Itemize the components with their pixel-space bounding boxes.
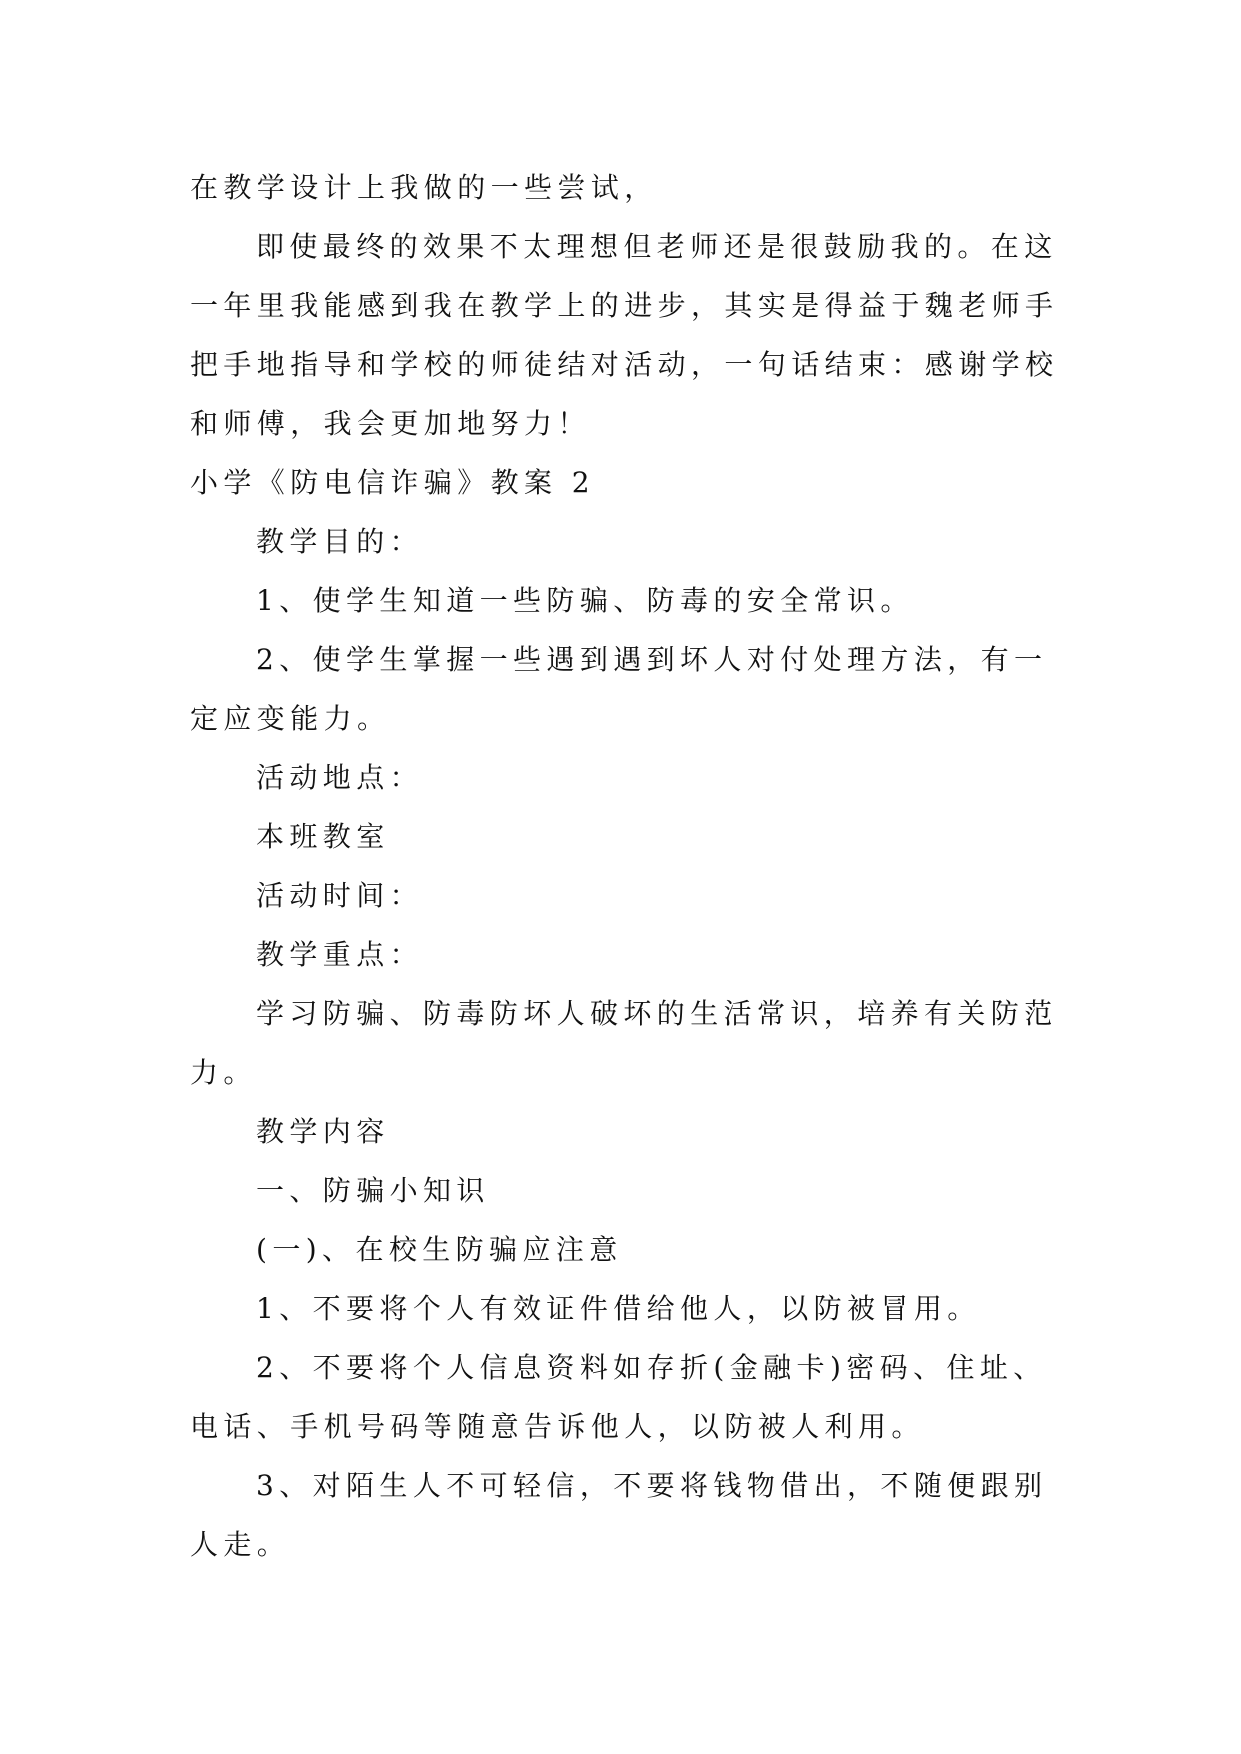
text-line: 教学目的： xyxy=(256,525,424,558)
text-line: 教学内容 xyxy=(256,1115,390,1148)
text-line: 定应变能力。 xyxy=(190,702,391,735)
text-line: 3、对陌生人不可轻信，不要将钱物借出，不随便跟别 xyxy=(256,1469,1048,1502)
text-line: (一)、在校生防骗应注意 xyxy=(256,1233,623,1266)
text-line: 本班教室 xyxy=(256,820,390,853)
text-line: 把手地指导和学校的师徒结对活动，一句话结束：感谢学校 xyxy=(190,348,1059,381)
text-line: 2、使学生掌握一些遇到遇到坏人对付处理方法，有一 xyxy=(256,643,1048,676)
text-line: 1、不要将个人有效证件借给他人，以防被冒用。 xyxy=(256,1292,981,1325)
section-heading: 小学《防电信诈骗》教案 2 xyxy=(190,466,595,499)
text-line: 力。 xyxy=(190,1056,257,1089)
text-line: 2、不要将个人信息资料如存折(金融卡)密码、住址、 xyxy=(256,1351,1047,1384)
text-line: 在教学设计上我做的一些尝试， xyxy=(190,171,658,204)
text-line: 人走。 xyxy=(190,1528,291,1561)
text-line: 一、防骗小知识 xyxy=(256,1174,490,1207)
document-body xyxy=(190,158,1059,1574)
text-line: 活动时间： xyxy=(256,879,424,912)
text-line: 电话、手机号码等随意告诉他人，以防被人利用。 xyxy=(190,1410,925,1443)
text-line: 即使最终的效果不太理想但老师还是很鼓励我的。在这 xyxy=(256,230,1058,263)
text-line: 1、使学生知道一些防骗、防毒的安全常识。 xyxy=(256,584,914,617)
text-line: 学习防骗、防毒防坏人破坏的生活常识，培养有关防范 xyxy=(256,997,1058,1030)
text-line: 一年里我能感到我在教学上的进步，其实是得益于魏老师手 xyxy=(190,289,1059,322)
text-line: 活动地点： xyxy=(256,761,424,794)
text-line: 和师傅，我会更加地努力！ xyxy=(190,407,591,440)
text-line: 教学重点： xyxy=(256,938,424,971)
